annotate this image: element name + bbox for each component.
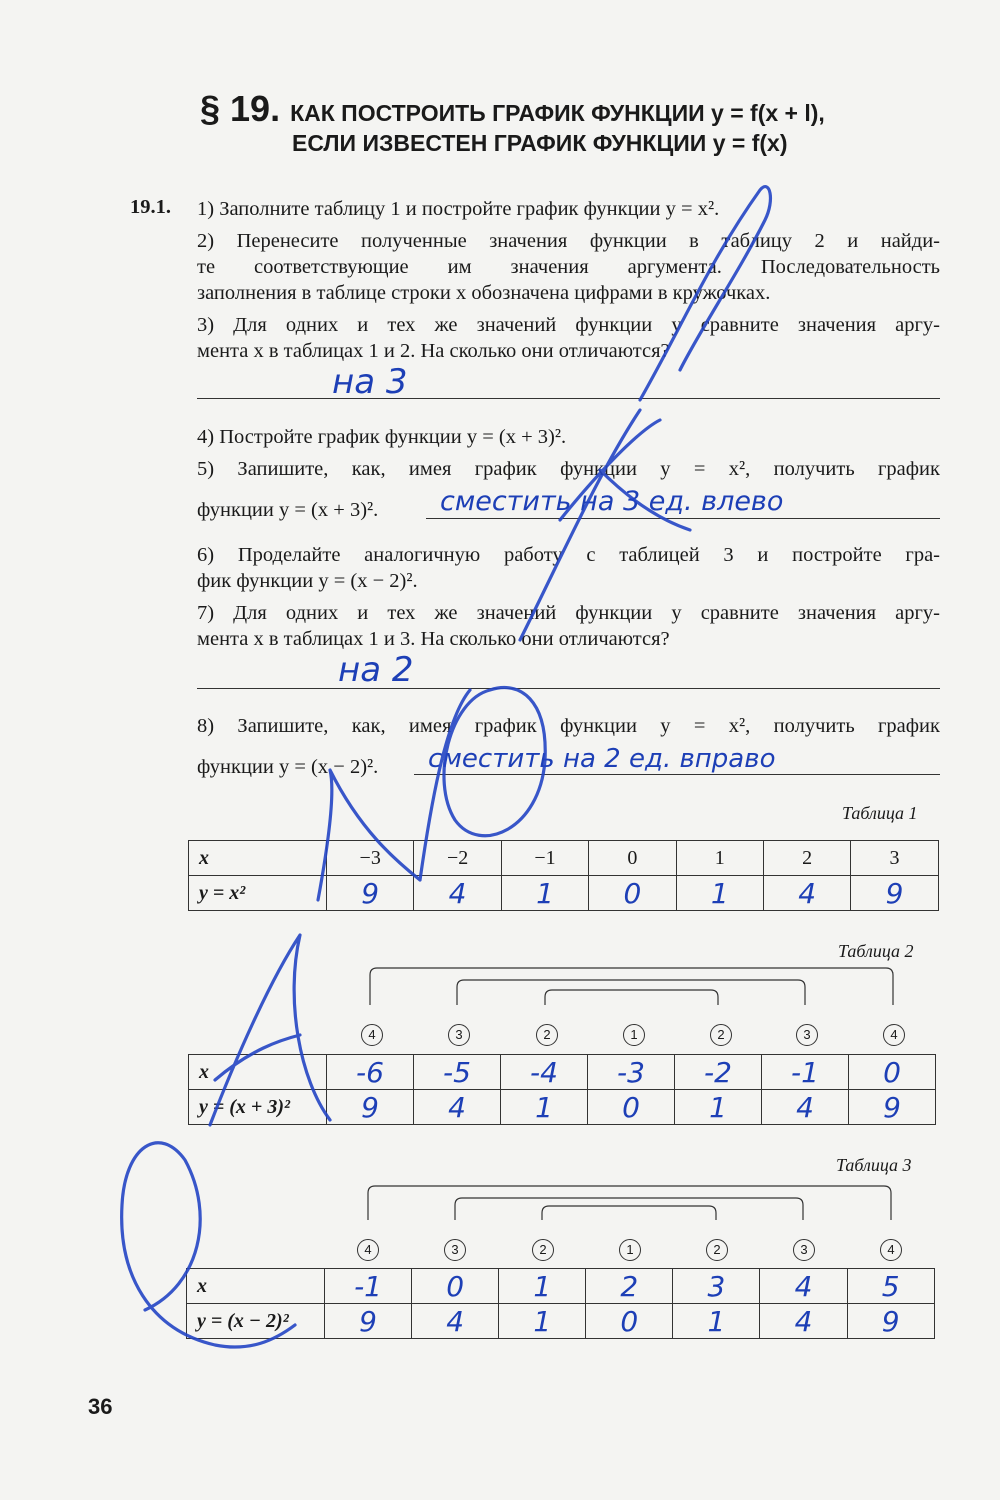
task-4: 4) Постройте график функции y = (x + 3)². xyxy=(197,426,567,448)
handwritten-cell: 1 xyxy=(673,1304,760,1339)
task-7-line1: 7) Для одних и тех же значений функции y сравните значения аргу- xyxy=(197,602,940,624)
table-cell: 2 xyxy=(763,841,850,876)
table3-caption: Таблица 3 xyxy=(836,1155,912,1175)
section-title-line2: ЕСЛИ ИЗВЕСТЕН ГРАФИК ФУНКЦИИ y = f(x) xyxy=(292,130,788,156)
table1-caption: Таблица 1 xyxy=(842,803,918,823)
table2-row-y xyxy=(189,1090,936,1125)
handwritten-cell: 4 xyxy=(760,1304,847,1339)
handwritten-cell: 9 xyxy=(851,876,938,911)
answer-8-handwritten: сместить на 2 ед. вправо xyxy=(428,744,776,774)
order-marker: 2 xyxy=(536,1024,558,1046)
handwritten-cell: 9 xyxy=(847,1304,934,1339)
order-marker: 3 xyxy=(444,1239,466,1261)
table1 xyxy=(188,840,939,911)
handwritten-cell: -4 xyxy=(501,1055,588,1090)
row-label: y = (x − 2)² xyxy=(187,1304,325,1339)
task-2-line2: те соответствующие им значения аргумента. Последовательность xyxy=(197,256,940,278)
row-label: x xyxy=(189,1055,327,1090)
task-6-line1: 6) Проделайте аналогичную работу с таблицей 3 и постройте гра- xyxy=(197,544,940,566)
table-cell: 0 xyxy=(589,841,676,876)
task-3-line2: мента x в таблицах 1 и 2. На сколько они отличаются? xyxy=(197,340,670,362)
order-marker: 3 xyxy=(793,1239,815,1261)
page-number: 36 xyxy=(88,1394,113,1419)
handwritten-cell: -2 xyxy=(675,1055,762,1090)
task-1: 1) Заполните таблицу 1 и постройте график функции y = x². xyxy=(197,198,720,220)
table3-row-y xyxy=(187,1304,935,1339)
answer-5-handwritten: сместить на 3 ед. влево xyxy=(440,486,784,517)
table2-row-x xyxy=(189,1055,936,1090)
table3-row-x xyxy=(187,1269,935,1304)
answer-line-3 xyxy=(197,398,940,399)
handwritten-cell: 1 xyxy=(676,876,763,911)
order-marker: 1 xyxy=(623,1024,645,1046)
answer-3-handwritten: на 3 xyxy=(332,362,408,402)
task-2-line3: заполнения в таблице строки x обозначена цифрами в кружочках. xyxy=(197,282,771,304)
task-8-line1: 8) Запишите, как, имея график функции y = x², получить график xyxy=(197,715,940,737)
task-5-line2: функции y = (x + 3)². xyxy=(197,499,379,521)
order-marker: 1 xyxy=(619,1239,641,1261)
handwritten-cell: 1 xyxy=(501,1090,588,1125)
handwritten-cell: 5 xyxy=(847,1269,934,1304)
handwritten-cell: 2 xyxy=(586,1269,673,1304)
handwritten-cell: 4 xyxy=(762,1090,849,1125)
section-number: § 19. xyxy=(200,88,281,129)
table3 xyxy=(186,1268,935,1339)
row-label: x xyxy=(189,841,327,876)
row-label: x xyxy=(187,1269,325,1304)
handwritten-cell: 0 xyxy=(589,876,676,911)
table-cell: −1 xyxy=(501,841,588,876)
task-8-line2: функции y = (x − 2)². xyxy=(197,756,379,778)
handwritten-cell: 0 xyxy=(588,1090,675,1125)
order-marker: 2 xyxy=(706,1239,728,1261)
handwritten-cell: 9 xyxy=(327,1090,414,1125)
table-cell: 1 xyxy=(676,841,763,876)
handwritten-cell: 4 xyxy=(763,876,850,911)
answer-line-7 xyxy=(197,688,940,689)
order-marker: 4 xyxy=(880,1239,902,1261)
handwritten-cell: 9 xyxy=(327,876,414,911)
task-3-line1: 3) Для одних и тех же значений функции y сравните значения аргу- xyxy=(197,314,940,336)
handwritten-cell: 4 xyxy=(414,1090,501,1125)
handwritten-cell: 1 xyxy=(675,1090,762,1125)
answer-line-5 xyxy=(426,518,940,519)
table-cell: 3 xyxy=(851,841,938,876)
section-title-line1 xyxy=(200,88,825,130)
handwritten-cell: 9 xyxy=(325,1304,412,1339)
order-marker: 2 xyxy=(710,1024,732,1046)
order-marker: 4 xyxy=(883,1024,905,1046)
row-label: y = x² xyxy=(189,876,327,911)
handwritten-cell: -1 xyxy=(762,1055,849,1090)
handwritten-cell: 4 xyxy=(412,1304,499,1339)
order-marker: 3 xyxy=(448,1024,470,1046)
row-label: y = (x + 3)² xyxy=(189,1090,327,1125)
answer-line-8 xyxy=(414,774,940,775)
order-marker: 4 xyxy=(357,1239,379,1261)
order-marker: 4 xyxy=(361,1024,383,1046)
handwritten-cell: -6 xyxy=(327,1055,414,1090)
handwritten-cell: 1 xyxy=(499,1269,586,1304)
handwritten-cell: 0 xyxy=(849,1055,936,1090)
table1-row-x xyxy=(189,841,939,876)
handwritten-cell: 1 xyxy=(501,876,588,911)
task-6-line2: фик функции y = (x − 2)². xyxy=(197,570,418,592)
handwritten-cell: 1 xyxy=(499,1304,586,1339)
handwritten-cell: 9 xyxy=(849,1090,936,1125)
handwritten-cell: -1 xyxy=(325,1269,412,1304)
table2 xyxy=(188,1054,936,1125)
exercise-number: 19.1. xyxy=(130,196,171,218)
handwritten-cell: 0 xyxy=(586,1304,673,1339)
task-5-line1: 5) Запишите, как, имея график функции y = x², получить график xyxy=(197,458,940,480)
table-cell: −3 xyxy=(327,841,414,876)
section-title-text1: КАК ПОСТРОИТЬ ГРАФИК ФУНКЦИИ y = f(x + l), xyxy=(290,100,825,126)
handwritten-cell: -3 xyxy=(588,1055,675,1090)
handwritten-cell: 4 xyxy=(414,876,501,911)
handwritten-cell: -5 xyxy=(414,1055,501,1090)
answer-7-handwritten: на 2 xyxy=(338,650,414,690)
handwritten-cell: 3 xyxy=(673,1269,760,1304)
table-cell: −2 xyxy=(414,841,501,876)
task-7-line2: мента x в таблицах 1 и 3. На сколько они отличаются? xyxy=(197,628,670,650)
handwritten-cell: 4 xyxy=(760,1269,847,1304)
handwritten-cell: 0 xyxy=(412,1269,499,1304)
order-marker: 3 xyxy=(796,1024,818,1046)
order-marker: 2 xyxy=(532,1239,554,1261)
task-2-line1: 2) Перенесите полученные значения функции в таблицу 2 и найди- xyxy=(197,230,940,252)
table1-row-y xyxy=(189,876,939,911)
table2-caption: Таблица 2 xyxy=(838,941,914,961)
